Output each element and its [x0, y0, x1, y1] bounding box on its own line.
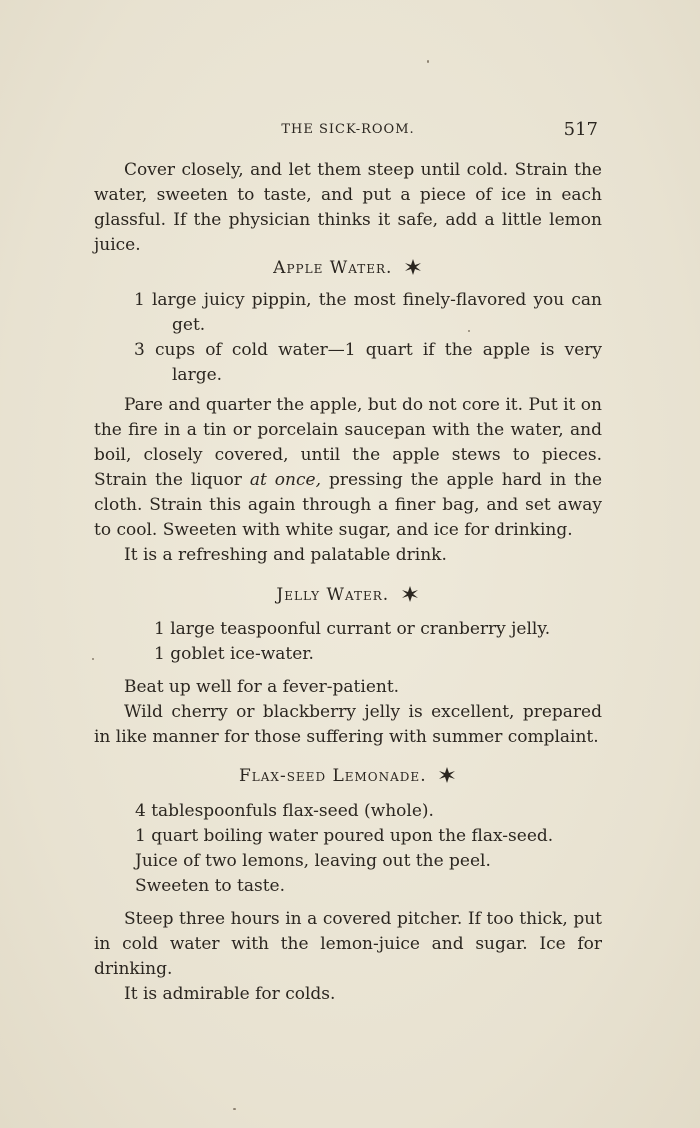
paper-speck: [468, 330, 470, 332]
page-number: 517: [563, 119, 598, 140]
direction-paragraph: Wild cherry or blackberry jelly is excellent, prepared in like manner for those suffering with summer complaint.: [94, 702, 602, 747]
direction-emphasis: at once,: [249, 470, 321, 490]
apple-water-heading: [94, 256, 602, 281]
running-title: THE SICK-ROOM.: [281, 122, 415, 137]
jelly-water-heading: [94, 583, 602, 608]
ingredient-line: 1 goblet ice-water.: [154, 644, 314, 664]
intro-paragraph: Cover closely, and let them steep until cold. Strain the water, sweeten to taste, and put a piece of ice in each glassful. If the physician thinks it safe, add a little lemon juice.: [94, 160, 602, 255]
paper-speck: [427, 60, 429, 63]
flaxseed-lemonade-section: [94, 764, 602, 789]
jelly-water-directions: [94, 675, 602, 750]
direction-text: pressing the apple hard in the cloth. Strain this again through a finer bag, and set away to cool. Sweeten with white sugar, and ice for drinking.: [94, 470, 603, 540]
direction-paragraph: It is admirable for colds.: [124, 984, 336, 1004]
apple-water-ingredients: [134, 288, 602, 388]
ingredient-line: 1 quart boiling water poured upon the flax-seed.: [135, 826, 554, 846]
ingredient-line: 4 tablespoonfuls flax-seed (whole).: [135, 801, 434, 821]
direction-paragraph: It is a refreshing and palatable drink.: [124, 545, 447, 565]
intro-block: [94, 158, 602, 258]
paper-speck: [92, 658, 94, 660]
direction-text: Pare and quarter the apple, but do not core it. Put it on the fire in a tin or porcelain saucepan with the water, and boil, closely covered, until the apple stews to pieces.: [94, 395, 602, 465]
maltese-cross-icon: [437, 766, 457, 784]
direction-paragraph: [94, 393, 602, 543]
ingredient-line: 1 large teaspoonful currant or cranberry jelly.: [154, 619, 551, 639]
maltese-cross-icon: [400, 585, 420, 603]
ingredient-line: Sweeten to taste.: [135, 876, 286, 896]
ingredient-line: 3 cups of cold water—1 quart if the apple is very large.: [134, 340, 602, 385]
ingredient-line: Juice of two lemons, leaving out the peel.: [135, 851, 491, 871]
maltese-cross-icon: [403, 258, 423, 276]
flaxseed-lemonade-directions: [94, 907, 602, 1007]
jelly-water-heading-text: Jelly Water.: [276, 585, 390, 605]
direction-paragraph: Beat up well for a fever-patient.: [124, 677, 400, 697]
ingredient-line: 1 large juicy pippin, the most finely-flavored you can get.: [134, 290, 602, 335]
direction-paragraph: Steep three hours in a covered pitcher. If too thick, put in cold water with the lemon-juice and sugar. Ice for drinking.: [94, 909, 602, 979]
flaxseed-lemonade-heading-text: Flax-seed Lemonade.: [238, 766, 427, 786]
apple-water-heading-text: Apple Water.: [273, 258, 393, 278]
jelly-water-ingredients: [154, 617, 602, 667]
apple-water-section: [94, 256, 602, 281]
flaxseed-lemonade-ingredients: [135, 799, 602, 899]
direction-text: Strain the liquor: [94, 470, 242, 490]
apple-water-directions: [94, 393, 602, 568]
running-head: [96, 119, 600, 141]
paper-speck: [233, 1108, 236, 1110]
jelly-water-section: [94, 583, 602, 608]
flaxseed-lemonade-heading: [94, 764, 602, 789]
